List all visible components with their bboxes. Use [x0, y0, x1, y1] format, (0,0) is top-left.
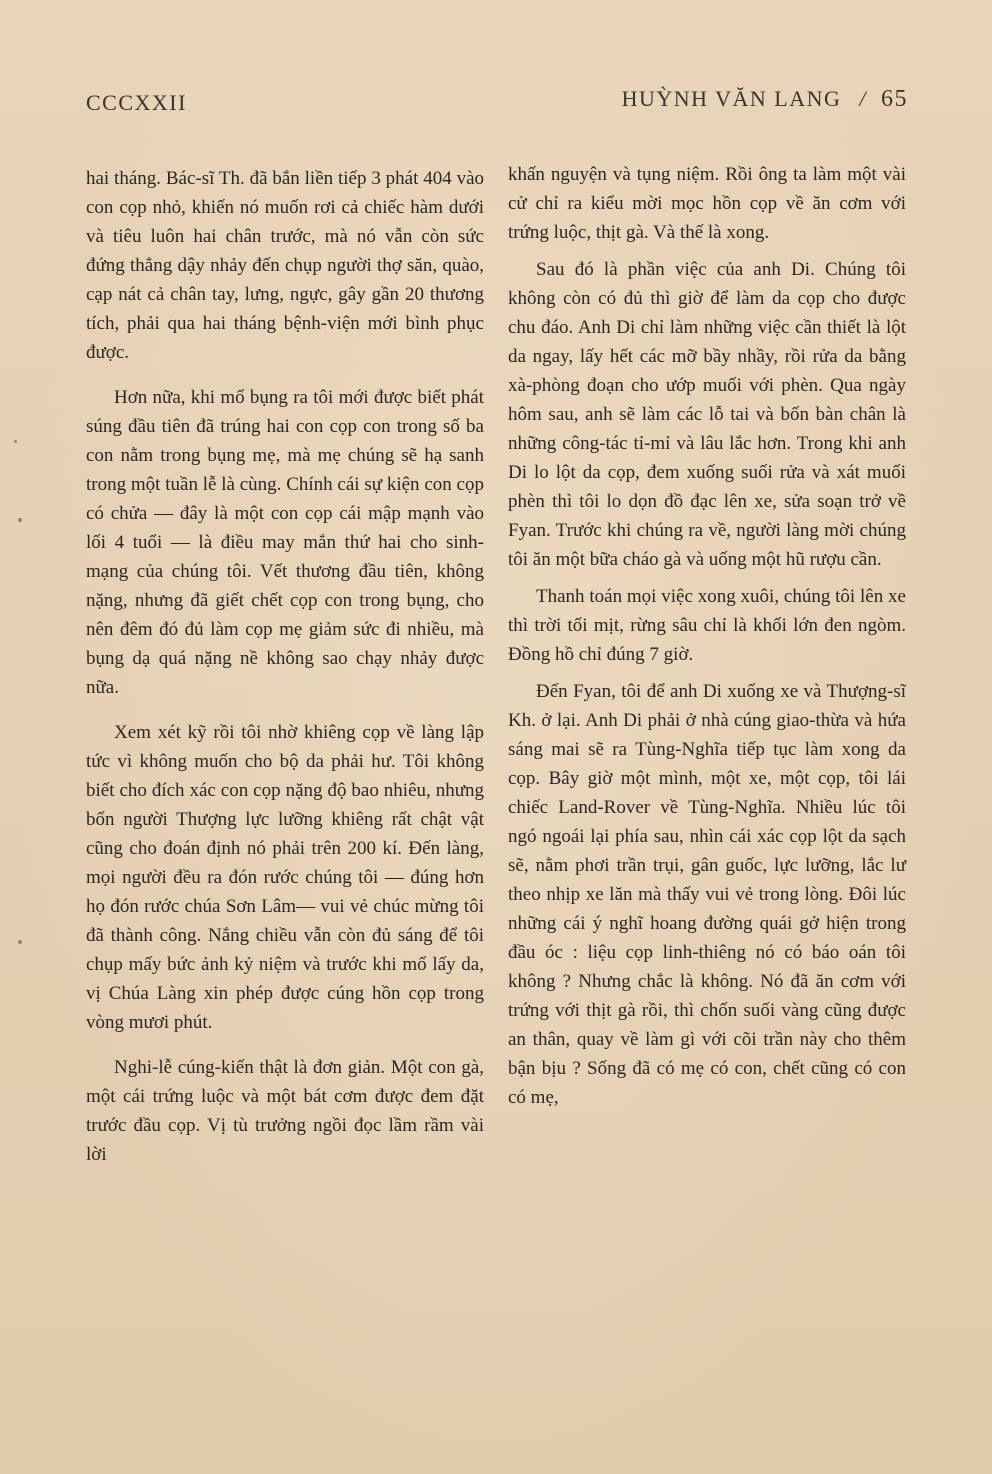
paragraph: Đến Fyan, tôi để anh Di xuống xe và Thượng-sĩ Kh. ở lại. Anh Di phải ở nhà cúng giao-thừa và hứa sáng mai sẽ ra Tùng-Nghĩa tiếp tục làm xong da cọp. Bây giờ một mình, một xe, một cọp, tôi lái chiếc Land-Rover về Tùng-Nghĩa. Nhiều lúc tôi ngó ngoái lại phía sau, nhìn cái xác cọp lột da sạch sẽ, nằm phơi trần trụi, gân guốc, lực lưỡng, lắc lư theo nhịp xe lăn mà thấy vui vẻ trong lòng. Đôi lúc những cái ý nghĩ hoang đường quái gở hiện trong đầu óc : liệu cọp linh-thiêng nó có báo oán tôi không ? Nhưng chắc là không. Nó đã ăn cơm với trứng với thịt gà rồi, thì chốn suối vàng cũng được an thân, quay về làm gì với cõi trần này cho thêm bận bịu ? Sống đã có mẹ có con, chết cũng có con có mẹ, [508, 681, 906, 1108]
header-separator: / [859, 86, 867, 111]
paragraph: Nghi-lễ cúng-kiến thật là đơn giản. Một con gà, một cái trứng luộc và một bát cơm được đem đặt trước đầu cọp. Vị tù trưởng ngồi đọc lầm rầm vài lời [86, 1057, 484, 1165]
author-name: HUỲNH VĂN LANG [621, 86, 842, 111]
print-speck [14, 440, 17, 443]
page-number: 65 [881, 86, 908, 112]
right-column [508, 160, 906, 1112]
paragraph: khấn nguyện và tụng niệm. Rồi ông ta làm một vài cử chỉ ra kiểu mời mọc hồn cọp về ăn cơm với trứng luộc, thịt gà. Và thế là xong. [508, 164, 906, 243]
paragraph: Sau đó là phần việc của anh Di. Chúng tôi không còn có đủ thì giờ để làm da cọp cho được chu đáo. Anh Di chỉ làm những việc cần thiết là lột da ngay, lấy hết các mỡ bầy nhầy, rồi rửa da bằng xà-phòng đoạn cho ướp muối với phèn. Qua ngày hôm sau, anh sẽ làm các lỗ tai và bốn bàn chân là những công-tác tỉ-mỉ và lâu lắc hơn. Trong khi anh Di lo lột da cọp, đem xuống suối rửa và xát muối phèn thì tôi lo dọn đồ đạc lên xe, sửa soạn trở về Fyan. Trước khi chúng ra về, người làng mời chúng tôi ăn một bữa cháo gà và uống một hũ rượu cần. [508, 259, 906, 570]
paragraph: Xem xét kỹ rồi tôi nhờ khiêng cọp về làng lập tức vì không muốn cho bộ da phải hư. Tôi không biết cho đích xác con cọp nặng độ bao nhiêu, nhưng bốn người Thượng lực lưỡng khiêng rất chật vật cũng cho đoán định nó phải trên 200 kí. Đến làng, mọi người đều ra đón rước chúng tôi — đúng hơn họ đón rước chúa Sơn Lâm— vui vẻ chúc mừng tôi đã thành công. Nắng chiều vẫn còn đủ sáng để tôi chụp mấy bức ảnh kỷ niệm và trước khi mổ lấy da, vị Chúa Làng xin phép được cúng hồn cọp trong vòng mươi phút. [86, 722, 484, 1033]
paragraph: Thanh toán mọi việc xong xuôi, chúng tôi lên xe thì trời tối mịt, rừng sâu chỉ là khối lớn đen ngòm. Đồng hồ chỉ đúng 7 giờ. [508, 586, 906, 665]
left-column [86, 164, 484, 1169]
print-speck [18, 518, 22, 522]
header-right [622, 86, 908, 113]
paragraph: Hơn nữa, khi mổ bụng ra tôi mới được biết phát súng đầu tiên đã trúng hai con cọp con trong số ba con nằm trong bụng mẹ, mà mẹ chúng sẽ hạ sanh trong một tuần lễ là cùng. Chính cái sự kiện con cọp có chửa — đây là một con cọp cái mập mạnh vào lối 4 tuổi — là điều may mắn thứ hai cho sinh-mạng của chúng tôi. Vết thương đầu tiên, không nặng, nhưng đã giết chết cọp con trong bụng, cho nên đêm đó đủ làm cọp mẹ giảm sức đi nhiều, mà bụng dạ quá nặng nề không sao chạy nhảy được nữa. [86, 387, 484, 698]
running-header [86, 86, 908, 122]
print-speck [18, 940, 22, 944]
section-number: CCCXXII [86, 90, 187, 115]
paragraph: hai tháng. Bác-sĩ Th. đã bắn liền tiếp 3 phát 404 vào con cọp nhỏ, khiến nó muốn rơi cả chiếc hàm dưới và tiêu luôn hai chân trước, mà nó vẫn còn sức đứng thẳng dậy nhảy đến chụp người thợ săn, quào, cạp nát cả chân tay, lưng, ngực, gây gần 20 thương tích, phải qua hai tháng bệnh-viện mới bình phục được. [86, 168, 484, 363]
